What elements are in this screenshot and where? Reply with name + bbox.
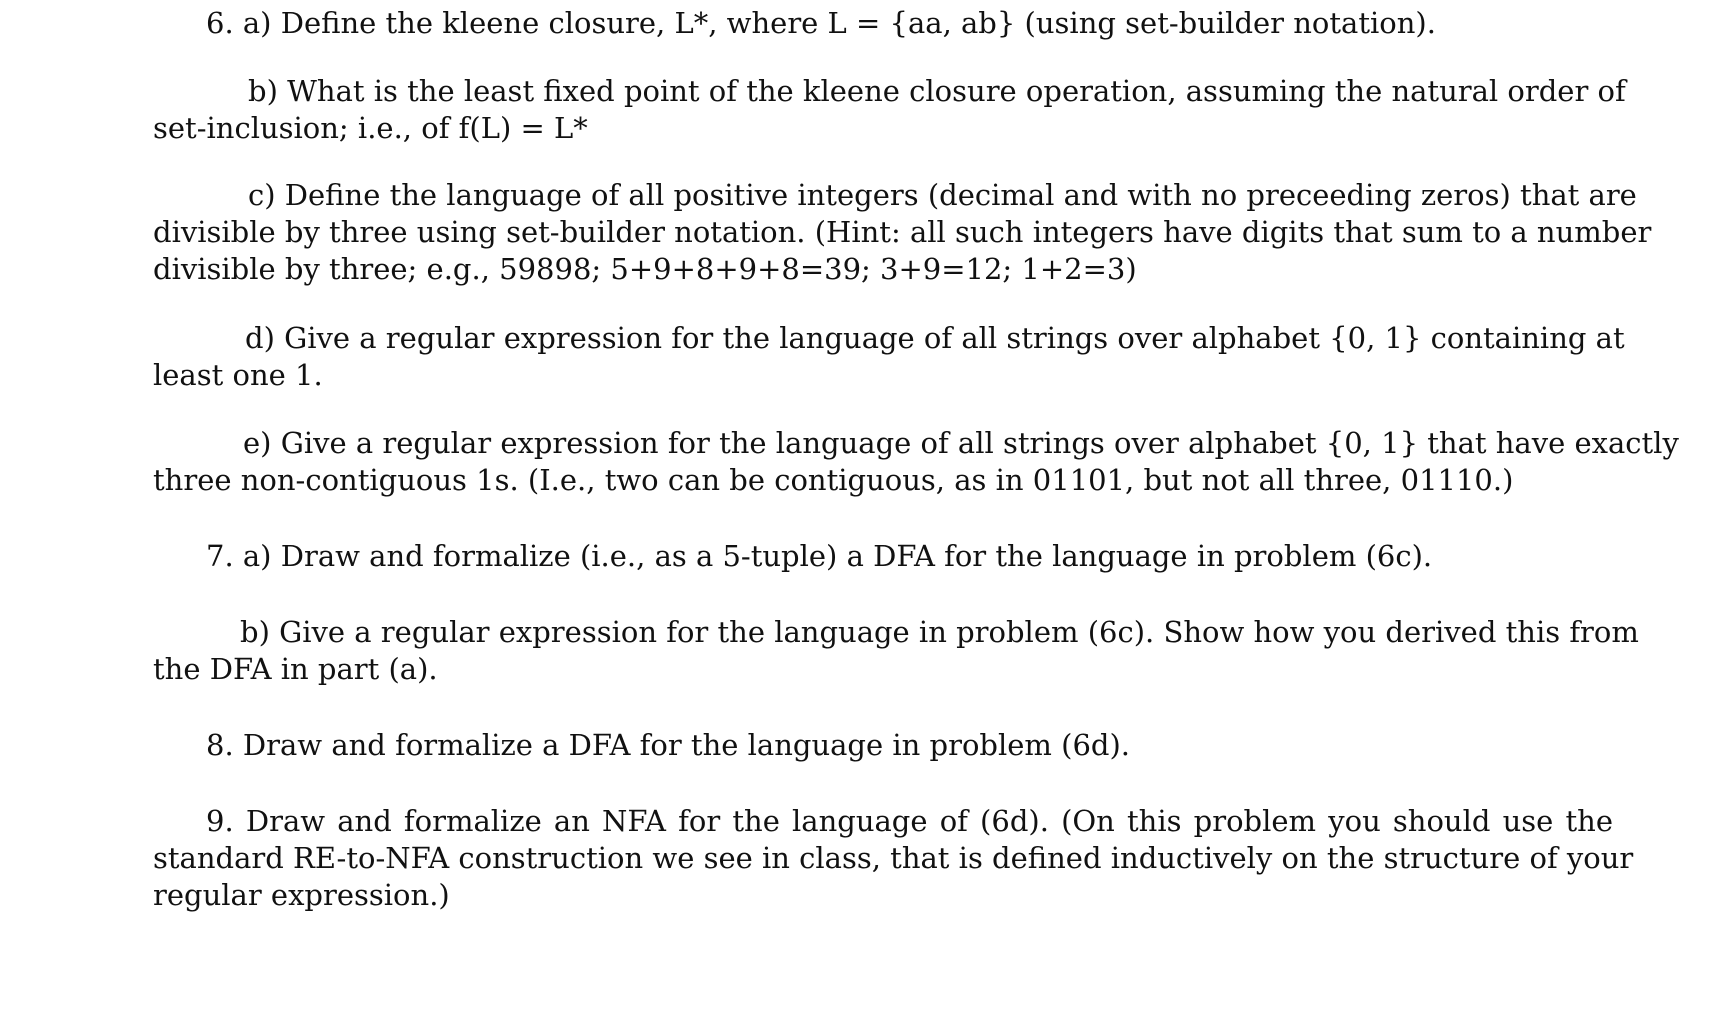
- problem-6b-line-2: set-inclusion; i.e., of f(L) = L*: [153, 111, 588, 145]
- problem-9-line-2: standard RE-to-NFA construction we see in class, that is defined inductively on the structure of your: [153, 841, 1634, 875]
- problem-6e-line-2: three non-contiguous 1s. (I.e., two can be contiguous, as in 01101, but not all three, 01110.): [153, 463, 1514, 497]
- problem-6b-line-1: b) What is the least fixed point of the kleene closure operation, assuming the natural order of: [248, 74, 1626, 108]
- problem-8: 8. Draw and formalize a DFA for the language in problem (6d).: [206, 728, 1130, 762]
- problem-7a: 7. a) Draw and formalize (i.e., as a 5-tuple) a DFA for the language in problem (6c).: [206, 539, 1433, 573]
- problem-6c-line-1: c) Define the language of all positive integers (decimal and with no preceeding zeros) that are: [248, 178, 1637, 212]
- problem-6c-line-3: divisible by three; e.g., 59898; 5+9+8+9+8=39; 3+9=12; 1+2=3): [153, 252, 1137, 286]
- problem-6e-line-1: e) Give a regular expression for the language of all strings over alphabet {0, 1} that have exactly: [243, 426, 1679, 460]
- problem-6d-line-1: d) Give a regular expression for the language of all strings over alphabet {0, 1} containing at: [245, 321, 1625, 355]
- problem-6c-line-2: divisible by three using set-builder notation. (Hint: all such integers have digits that sum to a number: [153, 215, 1652, 249]
- problem-7b-line-1: b) Give a regular expression for the language in problem (6c). Show how you derived this from: [240, 615, 1639, 649]
- problem-9-line-3: regular expression.): [153, 878, 450, 912]
- problem-9-line-1: 9. Draw and formalize an NFA for the language of (6d). (On this problem you should use the: [206, 804, 1613, 838]
- problem-6a: 6. a) Define the kleene closure, L*, where L = {aa, ab} (using set-builder notation).: [206, 6, 1436, 40]
- problem-6d-line-2: least one 1.: [153, 358, 323, 392]
- problem-7b-line-2: the DFA in part (a).: [153, 652, 438, 686]
